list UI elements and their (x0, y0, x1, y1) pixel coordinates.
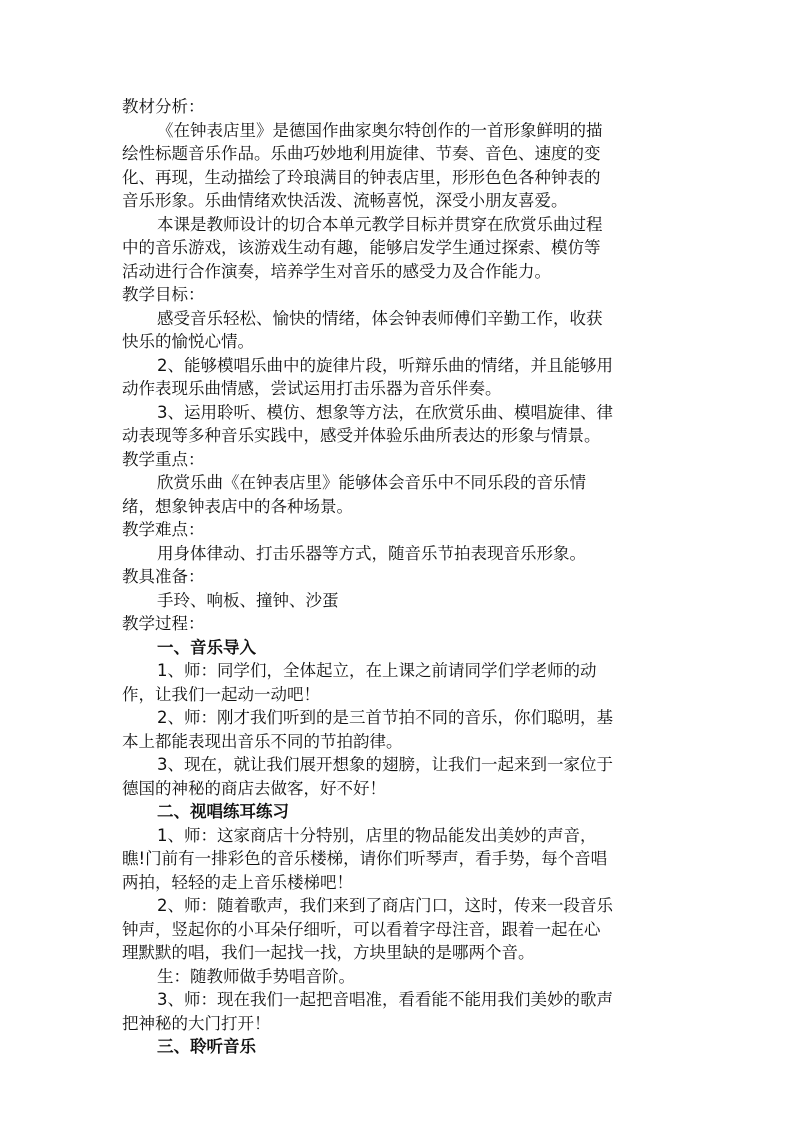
heading-goals: 教学目标： (122, 285, 205, 304)
text-line: 本上都能表现出音乐不同的节拍韵律。 (122, 732, 403, 751)
text-line: 用身体律动、打击乐器等方式，随音乐节拍表现音乐形象。 (157, 544, 586, 563)
text-line: 感受音乐轻松、愉快的情绪，体会钟表师傅们辛勤工作，收获 (157, 309, 603, 328)
text-line: 《在钟表店里》是德国作曲家奥尔特创作的一首形象鲜明的描 (157, 121, 603, 140)
text-line: 绘性标题音乐作品。乐曲巧妙地利用旋律、节奏、音色、速度的变 (122, 144, 601, 163)
text-line: 把神秘的大门打开！ (122, 1014, 271, 1033)
text-line: 两拍，轻轻的走上音乐楼梯吧！ (122, 873, 353, 892)
section-heading: 三、聆听音乐 (157, 1037, 256, 1056)
text-line: 快乐的愉悦心情。 (122, 332, 254, 351)
text-line: 活动进行合作演奏，培养学生对音乐的感受力及合作能力。 (122, 262, 551, 281)
text-line: 本课是教师设计的切合本单元教学目标并贯穿在欣赏乐曲过程 (157, 215, 603, 234)
section-heading: 一、音乐导入 (157, 638, 256, 657)
text-line: 1、师：同学们，全体起立，在上课之前请同学们学老师的动 (157, 661, 597, 680)
text-line: 动表现等多种音乐实践中，感受并体验乐曲所表达的形象与情景。 (122, 426, 601, 445)
text-line: 生：随教师做手势唱音阶。 (157, 967, 355, 986)
heading-key-points: 教学重点： (122, 450, 205, 469)
text-line: 3、师：现在我们一起把音唱准，看看能不能用我们美妙的歌声 (157, 990, 613, 1009)
text-line: 2、师：刚才我们听到的是三首节拍不同的音乐，你们聪明，基 (157, 708, 613, 727)
text-line: 2、能够模唱乐曲中的旋律片段，听辩乐曲的情绪，并且能够用 (157, 356, 613, 375)
text-line: 德国的神秘的商店去做客，好不好！ (122, 779, 386, 798)
heading-process: 教学过程： (122, 614, 205, 633)
heading-difficulties: 教学难点： (122, 520, 205, 539)
text-line: 3、运用聆听、模仿、想象等方法，在欣赏乐曲、模唱旋律、律 (157, 403, 613, 422)
text-line: 2、师：随着歌声，我们来到了商店门口，这时，传来一段音乐 (157, 896, 613, 915)
text-line: 欣赏乐曲《在钟表店里》能够体会音乐中不同乐段的音乐情 (157, 473, 586, 492)
text-line: 瞧!门前有一排彩色的音乐楼梯，请你们听琴声，看手势，每个音唱 (122, 849, 608, 868)
text-line: 作，让我们一起动一动吧！ (122, 685, 320, 704)
section-heading: 二、视唱练耳练习 (157, 802, 289, 821)
text-line: 化、再现，生动描绘了玲琅满目的钟表店里，形形色色各种钟表的 (122, 168, 601, 187)
heading-materials: 教具准备： (122, 567, 205, 586)
text-line: 手玲、响板、撞钟、沙蛋 (157, 591, 339, 610)
heading-analysis: 教材分析： (122, 97, 205, 116)
text-line: 钟声，竖起你的小耳朵仔细听，可以看着字母注音，跟着一起在心 (122, 920, 601, 939)
text-line: 中的音乐游戏，该游戏生动有趣，能够启发学生通过探索、模仿等 (122, 238, 601, 257)
text-line: 3、现在，就让我们展开想象的翅膀，让我们一起来到一家位于 (157, 755, 613, 774)
text-line: 音乐形象。乐曲情绪欢快活泼、流畅喜悦，深受小朋友喜爱。 (122, 191, 568, 210)
text-line: 理默默的唱，我们一起找一找，方块里缺的是哪两个音。 (122, 943, 535, 962)
text-line: 1、师：这家商店十分特别，店里的物品能发出美妙的声音， (157, 826, 597, 845)
text-line: 动作表现乐曲情感，尝试运用打击乐器为音乐伴奏。 (122, 379, 502, 398)
text-line: 绪，想象钟表店中的各种场景。 (122, 497, 353, 516)
